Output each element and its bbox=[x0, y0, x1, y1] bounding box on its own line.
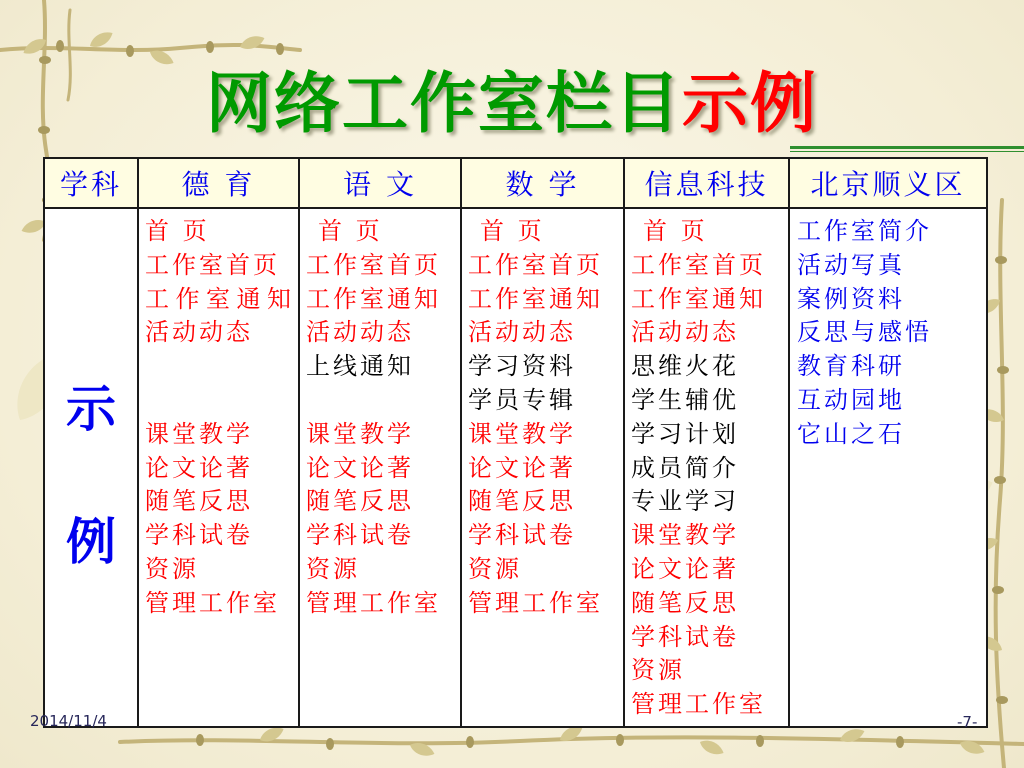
beijing-shunyi-item: 互动园地 bbox=[797, 385, 905, 414]
yuwen-column bbox=[300, 209, 460, 726]
xinxikeji-item: 工作室通知 bbox=[631, 284, 766, 313]
header-beijing-shunyi: 北京顺义区 bbox=[790, 159, 986, 207]
beijing-shunyi-item: 工作室简介 bbox=[797, 217, 932, 245]
beijing-shunyi-item: 教育科研 bbox=[797, 352, 905, 381]
xinxikeji-item: 成员简介 bbox=[631, 453, 739, 482]
deyu-item: 工作室通知 bbox=[145, 284, 298, 313]
yuwen-item: 课堂教学 bbox=[306, 419, 414, 448]
xinxikeji-item: 思维火花 bbox=[631, 352, 739, 381]
yuwen-item: 论文论著 bbox=[306, 453, 414, 482]
column-table bbox=[43, 157, 988, 728]
deyu-column bbox=[139, 209, 298, 726]
xinxikeji-item: 课堂教学 bbox=[631, 521, 739, 550]
title-highlight-text: 示例 bbox=[682, 65, 818, 142]
header-xinxikeji: 信息科技 bbox=[625, 159, 788, 207]
xinxikeji-item: 论文论著 bbox=[631, 554, 739, 583]
xinxikeji-item: 专业学习 bbox=[631, 487, 739, 516]
deyu-item: 学科试卷 bbox=[145, 521, 253, 550]
xinxikeji-item: 学习计划 bbox=[631, 419, 739, 448]
yuwen-item: 学科试卷 bbox=[306, 521, 414, 550]
shuxue-item: 工作室通知 bbox=[468, 284, 603, 313]
header-yuwen: 语 文 bbox=[300, 159, 460, 207]
yuwen-item: 资源 bbox=[306, 554, 360, 583]
page-number: -7- bbox=[957, 713, 978, 731]
xinxikeji-item: 管理工作室 bbox=[631, 690, 766, 719]
row-label-char: 例 bbox=[66, 513, 116, 571]
xinxikeji-item: 资源 bbox=[631, 656, 685, 685]
xinxikeji-item: 活动动态 bbox=[631, 318, 739, 347]
beijing-shunyi-item: 活动写真 bbox=[797, 250, 905, 279]
xinxikeji-item: 学生辅优 bbox=[631, 385, 739, 414]
shuxue-item: 学员专辑 bbox=[468, 385, 576, 414]
deyu-item: 活动动态 bbox=[145, 318, 253, 347]
yuwen-item: 首 页 bbox=[318, 217, 383, 245]
beijing-shunyi-item: 反思与感悟 bbox=[797, 318, 932, 347]
shuxue-item: 管理工作室 bbox=[468, 588, 603, 617]
row-label-cell bbox=[45, 209, 137, 726]
deyu-item: 论文论著 bbox=[145, 453, 253, 482]
beijing-shunyi-item: 它山之石 bbox=[797, 419, 905, 448]
shuxue-item: 课堂教学 bbox=[468, 419, 576, 448]
deyu-item: 课堂教学 bbox=[145, 419, 253, 448]
beijing-shunyi-column bbox=[790, 209, 986, 726]
header-deyu: 德 育 bbox=[139, 159, 298, 207]
xinxikeji-column bbox=[625, 209, 788, 726]
shuxue-item: 工作室首页 bbox=[468, 250, 603, 279]
deyu-item: 首 页 bbox=[145, 217, 210, 245]
title-underline bbox=[790, 146, 1024, 149]
shuxue-item: 活动动态 bbox=[468, 318, 576, 347]
header-subject: 学科 bbox=[45, 159, 137, 207]
shuxue-item: 随笔反思 bbox=[468, 487, 576, 516]
deyu-item: 随笔反思 bbox=[145, 487, 253, 516]
xinxikeji-item: 随笔反思 bbox=[631, 588, 739, 617]
shuxue-item: 学科试卷 bbox=[468, 521, 576, 550]
deyu-item: 资源 bbox=[145, 554, 199, 583]
yuwen-item: 工作室通知 bbox=[306, 284, 441, 313]
footer-date: 2014/11/4 bbox=[30, 712, 107, 730]
shuxue-item: 资源 bbox=[468, 554, 522, 583]
yuwen-item: 管理工作室 bbox=[306, 588, 441, 617]
header-shuxue: 数 学 bbox=[462, 159, 623, 207]
yuwen-item: 活动动态 bbox=[306, 318, 414, 347]
beijing-shunyi-item: 案例资料 bbox=[797, 284, 905, 313]
xinxikeji-item: 首 页 bbox=[643, 217, 708, 245]
yuwen-item: 工作室首页 bbox=[306, 250, 441, 279]
yuwen-item: 随笔反思 bbox=[306, 487, 414, 516]
yuwen-item: 上线通知 bbox=[306, 352, 414, 381]
shuxue-item: 论文论著 bbox=[468, 453, 576, 482]
shuxue-column bbox=[462, 209, 623, 726]
title-underline-thin bbox=[790, 151, 1024, 152]
row-label-char: 示 bbox=[66, 380, 116, 438]
xinxikeji-item: 学科试卷 bbox=[631, 622, 739, 651]
deyu-item: 管理工作室 bbox=[145, 588, 280, 617]
shuxue-item: 首 页 bbox=[480, 217, 545, 245]
deyu-item: 工作室首页 bbox=[145, 250, 280, 279]
slide-title bbox=[0, 62, 1024, 146]
title-main-text: 网络工作室栏目 bbox=[206, 65, 682, 142]
shuxue-item: 学习资料 bbox=[468, 352, 576, 381]
xinxikeji-item: 工作室首页 bbox=[631, 250, 766, 279]
